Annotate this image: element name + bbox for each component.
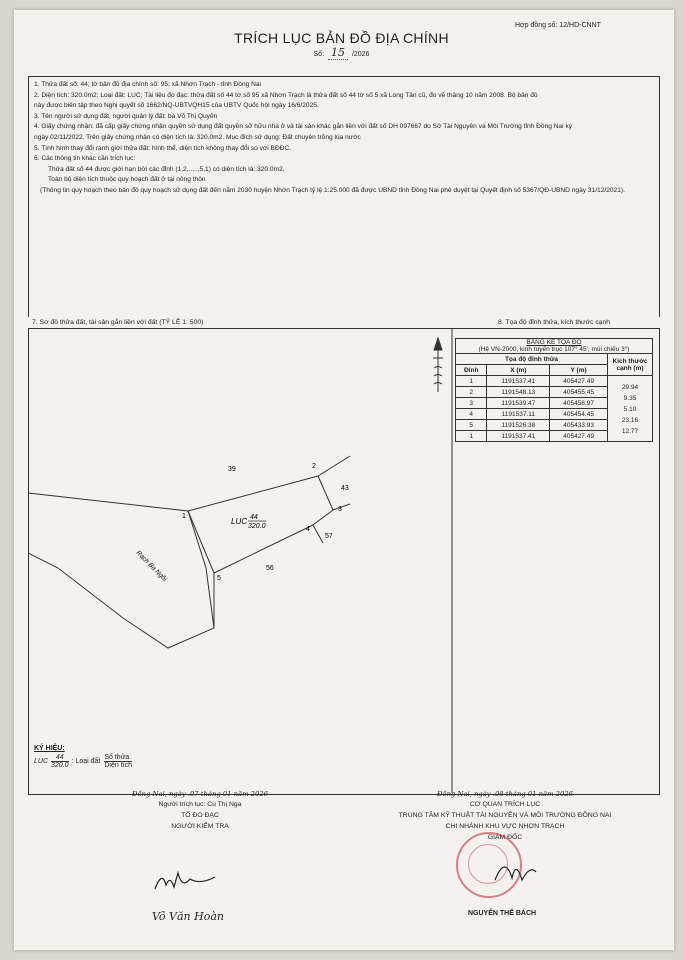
document-title: TRÍCH LỤC BẢN ĐỒ ĐỊA CHÍNH: [234, 30, 449, 46]
vertex-label: 4: [306, 526, 310, 533]
info-line: 4. Giấy chứng nhận: đã cấp giấy chứng nhận quyền sử dụng đất quyền sở hữu nhà ở và tài sản khác gắn liền với đất số DH 097667 do Sở Tài Nguyên và Môi Trường tỉnh Đồng Nai ký: [34, 123, 573, 131]
table-row: 2 1191548.13 405455.45: [456, 387, 653, 398]
agency-branch: CHI NHÁNH KHU VỰC NHƠN TRẠCH: [445, 823, 565, 830]
boundary-line: [313, 525, 323, 543]
legend-type-label: : Loại đất: [71, 758, 101, 765]
parcel-info: [34, 80, 652, 197]
signer-left: Võ Văn Hoàn: [152, 910, 224, 923]
neighbor-label: 56: [266, 565, 274, 572]
table-row: 3 1191539.47 405458.97: [456, 398, 653, 409]
coordinate-table: [455, 338, 653, 442]
boundary-line: [313, 510, 333, 525]
signature-left-icon: [150, 865, 220, 895]
parcel-number: 44: [250, 514, 258, 521]
parcel-area: 320.0: [248, 523, 266, 530]
legend-area-label: Diện tích: [104, 762, 132, 769]
vertex-label: 1: [182, 513, 186, 520]
info-line: Toàn bộ diện tích thuộc quy hoạch đất ở tại nông thôn: [48, 176, 206, 184]
legend-num-label: Số thửa: [104, 754, 132, 762]
director-title: GIÁM ĐỐC: [487, 834, 523, 841]
contract-number: Hợp đồng số: 12/HD-CNNT: [515, 22, 601, 29]
col-vertex: Đỉnh: [456, 365, 487, 376]
col-edge-length: Kích thước cạnh (m): [608, 354, 653, 376]
date-right: Đồng Nai, ngày .08 tháng 01 năm 2026: [437, 790, 573, 798]
boundary-line: [318, 456, 350, 476]
edge-length: 12.77: [621, 428, 639, 435]
river-boundary: [28, 493, 214, 648]
edge-length: 29.94: [621, 384, 639, 391]
info-line: này được biên tập theo Nghị quyết số 1662/NQ-UBTVQH15 của UBTV Quốc hội ngày 16/6/2025.: [34, 102, 319, 110]
signature-right-icon: [490, 850, 540, 890]
vertex-label: 5: [217, 575, 221, 582]
boundary-line: [188, 476, 318, 511]
signer-right: NGUYỄN THẾ BÁCH: [468, 910, 537, 917]
info-line: 1. Thửa đất số: 44; tờ bản đồ địa chính số: 95; xã Nhơn Trạch - tỉnh Đồng Nai: [34, 81, 262, 88]
info-line: 2. Diện tích: 320.0m2; Loại đất: LUC; Tài liệu đo đạc: thửa đất số 44 tờ số 95 xã Nhơn Trạch là thửa đất số 44 tờ số 5 xã Long Tân cũ, đo vẽ tháng 10 năm 2008. Bộ bản đồ: [34, 91, 538, 99]
document-number: [0, 46, 683, 59]
date-left: Đồng Nai, ngày .07 tháng 01 năm 2026: [132, 790, 268, 798]
col-y: Y (m): [550, 365, 608, 376]
table-row: 4 1191537.11 405454.45: [456, 409, 653, 420]
vertex-label: 3: [338, 506, 342, 513]
section-8-label: 8. Tọa độ đỉnh thửa, kích thước cạnh: [498, 319, 611, 326]
survey-team: TỔ ĐO ĐẠC: [181, 812, 219, 819]
north-arrow-icon: [433, 338, 443, 392]
section-7-label: 7. Sơ đồ thửa đất, tài sản gắn liền với đất (TỶ LỆ 1: 500): [32, 319, 204, 326]
legend-number: 44: [51, 754, 69, 762]
boundary-line: [188, 511, 214, 573]
planning-note: (Thông tin quy hoạch theo bản đồ quy hoạch sử dụng đất đến năm 2030 huyện Nhơn Trạch tỷ lệ 1:25.000 đã được UBND tỉnh Đồng Nai phê duyệt tại Quyết định số 5367/QĐ-UBND ngày 31/12/2021).: [40, 186, 625, 194]
info-line: 3. Tên người sử dụng đất, người quản lý đất: bà Võ Thị Quyên: [34, 112, 218, 120]
legend-title: KÝ HIỆU:: [34, 745, 65, 752]
parcel-class: LUC: [231, 517, 248, 526]
legend: [34, 745, 132, 769]
neighbor-label: 57: [325, 533, 333, 540]
boundary-line: [318, 476, 333, 510]
edge-length: 5.10: [623, 406, 637, 413]
info-line: ngày 02/11/2022. Trên giấy chứng nhận có diện tích là: 320.0m2. Mục đích sử dụng: Đất chuyên trồng lúa nước: [34, 133, 361, 141]
river-label: Rạch Ba Ngồi: [134, 549, 168, 583]
neighbor-label: 43: [341, 485, 349, 492]
info-line: 5. Tình hình thay đổi ranh giới thửa đất: hình thể, diện tích không thay đổi so với BĐĐC.: [34, 144, 292, 152]
edge-length: 23.16: [621, 417, 639, 424]
extractor: Người trích lục: Cù Thị Nga: [158, 801, 242, 808]
table-title: BẢNG KÊ TỌA ĐỘ (Hệ VN-2000, kinh tuyến trục 107° 45', múi chiếu 3°): [456, 339, 653, 354]
col-x: X (m): [487, 365, 550, 376]
boundary-line: [214, 525, 313, 573]
legend-area: 320.0: [51, 762, 69, 769]
table-row: 1 1191537.41 405427.49: [456, 431, 653, 442]
table-row: 1 1191537.41 405427.49 29.94 9.35 5.10 23.16 12.77: [456, 376, 653, 387]
sign-block-left: [100, 790, 300, 834]
agency-label: CƠ QUAN TRÍCH LỤC: [469, 801, 541, 808]
number-prefix: Số:: [313, 51, 325, 58]
number-suffix: /2026: [351, 51, 370, 58]
info-line: Thửa đất số 44 được giới hạn bởi các đỉnh (1,2,.....,5,1) có diện tích là: 320.0m2.: [48, 165, 285, 173]
info-line: 6. Các thông tin khác cần trích lục:: [34, 155, 136, 163]
inspector-label: NGƯỜI KIỂM TRA: [171, 823, 229, 830]
edge-length: 9.35: [623, 395, 637, 402]
neighbor-label: 39: [228, 466, 236, 473]
legend-class: LUC: [34, 758, 49, 765]
vertex-label: 2: [312, 463, 316, 470]
number-handwritten: 15: [328, 46, 348, 60]
table-row: 5 1191526.38 405433.93: [456, 420, 653, 431]
col-group-coords: Tọa độ đỉnh thửa: [456, 354, 608, 365]
agency-name: TRUNG TÂM KỸ THUẬT TÀI NGUYÊN VÀ MÔI TRƯỜNG ĐỒNG NAI: [398, 812, 612, 819]
